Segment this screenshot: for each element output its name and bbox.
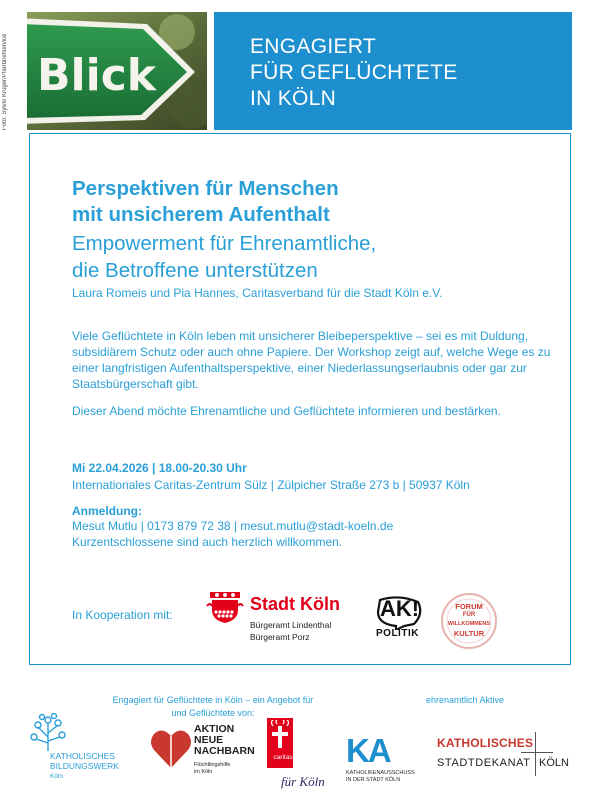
caritas-word: caritas bbox=[273, 754, 293, 761]
stadt-koeln-logo bbox=[206, 590, 356, 645]
forum-line-2: FÜR bbox=[462, 612, 476, 618]
event-title bbox=[72, 176, 563, 228]
bildungswerk-name bbox=[50, 751, 119, 771]
description-paragraph-2: Dieser Abend möchte Ehrenamtliche und Geflüchtete informieren und bestärken. bbox=[72, 404, 501, 418]
ak-politik-logo bbox=[374, 596, 430, 646]
aktion-sub-1: Flüchtlingshilfe bbox=[194, 762, 231, 768]
event-subtitle bbox=[72, 230, 563, 284]
event-title-line-1: Perspektiven für Menschen bbox=[72, 177, 339, 200]
forum-willkommenskultur-logo bbox=[440, 592, 498, 650]
footer-text-left-line-2: und Geflüchtete von: bbox=[171, 708, 255, 718]
ka-sub bbox=[346, 770, 415, 783]
stadt-koeln-sub-1: Bürgeramt Lindenthal bbox=[250, 620, 332, 630]
event-subtitle-line-1: Empowerment für Ehrenamtliche, bbox=[72, 232, 377, 255]
registration-label: Anmeldung: bbox=[72, 504, 142, 518]
footer-text-left-line-1: Engagiert für Geflüchtete in Köln – ein Angebot für bbox=[112, 695, 314, 705]
tree-icon bbox=[28, 713, 68, 753]
caritas-city: für Köln bbox=[281, 774, 325, 789]
caritas-logo bbox=[263, 718, 323, 798]
forum-line-3: WILLKOMMENS bbox=[447, 621, 491, 627]
description-paragraph-1: Viele Geflüchtete in Köln leben mit unsicherer Bleibeperspektive – sei es mit Duldung, subsidiärem Schutz oder auch ohne Papiere. Der Workshop zeigt auf, welche Wege es zu einer langfristigen Aufenthaltsperspektive, einer Niederlassungserlaubnis oder gar zur Staatsbürgerschaft gibt. bbox=[72, 329, 551, 391]
event-date-time: Mi 22.04.2026 | 18.00-20.30 Uhr bbox=[72, 461, 247, 475]
stadtdekanat-city: KÖLN bbox=[539, 757, 569, 769]
bildungswerk-line-1: KATHOLISCHES bbox=[50, 751, 116, 761]
bildungswerk-city: Köln bbox=[50, 773, 64, 780]
header-title-line-3: IN KÖLN bbox=[250, 87, 337, 110]
registration-note: Kurzentschlossene sind auch herzlich willkommen. bbox=[72, 535, 343, 549]
header-title-line-2: FÜR GEFLÜCHTETE bbox=[250, 61, 458, 84]
registration-contact[interactable]: Mesut Mutlu | 0173 879 72 38 | mesut.mutlu@stadt-koeln.de bbox=[72, 519, 394, 533]
aktion-line-1: AKTION bbox=[194, 723, 235, 735]
caritas-box bbox=[267, 718, 293, 768]
header-banner bbox=[214, 12, 572, 130]
caritas-flame-cross-icon bbox=[267, 720, 293, 754]
ka-sub-2: IN DER STADT KÖLN bbox=[346, 776, 401, 783]
ka-mark: KA bbox=[346, 732, 390, 769]
cooperation-label: In Kooperation mit: bbox=[72, 608, 173, 622]
aktion-sub-2: im Köln bbox=[194, 769, 213, 775]
header-title bbox=[250, 34, 562, 112]
forum-text bbox=[440, 602, 498, 638]
blick-sign-text: Blick bbox=[37, 50, 157, 101]
ka-sub-1: KATHOLIKENAUSSCHUSS bbox=[346, 770, 415, 776]
footer-text-right: ehrenamtlich Aktive bbox=[426, 695, 505, 705]
ak-mark: AK! bbox=[380, 596, 420, 621]
cross-icon bbox=[535, 732, 536, 776]
stadt-koeln-sub-2: Bürgeramt Porz bbox=[250, 632, 310, 642]
stadtdekanat-line-1: KATHOLISCHES bbox=[437, 736, 534, 750]
header-photo bbox=[27, 12, 207, 130]
blick-sign-image bbox=[27, 12, 207, 130]
forum-line-1: FORUM bbox=[455, 602, 483, 611]
forum-line-4: KULTUR bbox=[453, 629, 485, 638]
heart-icon bbox=[150, 722, 192, 772]
event-author: Laura Romeis und Pia Hannes, Caritasverband für die Stadt Köln e.V. bbox=[72, 286, 443, 300]
header-title-line-1: ENGAGIERT bbox=[250, 35, 377, 58]
stadt-koeln-name: Stadt Köln bbox=[250, 594, 340, 614]
bildungswerk-logo bbox=[28, 713, 118, 783]
event-subtitle-line-2: die Betroffene unterstützen bbox=[72, 259, 318, 282]
event-title-line-2: mit unsicherem Aufenthalt bbox=[72, 203, 330, 226]
ak-sub: POLITIK bbox=[376, 628, 419, 639]
cross-bar bbox=[521, 752, 553, 753]
bildungswerk-line-2: BILDUNGSWERK bbox=[50, 761, 119, 771]
aktion-line-3: NACHBARN bbox=[194, 745, 255, 757]
aktion-neue-nachbarn-logo bbox=[150, 722, 255, 782]
aktion-text bbox=[194, 724, 255, 757]
aktion-sub bbox=[194, 762, 230, 776]
aktion-line-2: NEUE bbox=[194, 734, 224, 746]
cologne-coat-of-arms-icon bbox=[206, 590, 244, 624]
katholikenausschuss-logo bbox=[346, 732, 430, 792]
event-location: Internationales Caritas-Zentrum Sülz | Zülpicher Straße 273 b | 50937 Köln bbox=[72, 478, 470, 492]
stadtdekanat-logo bbox=[437, 734, 577, 778]
stadtdekanat-line-2: STADTDEKANAT bbox=[437, 757, 531, 769]
photo-credit: Foto: Sylvio Krüger/Pfarrbriefservice bbox=[2, 33, 8, 130]
